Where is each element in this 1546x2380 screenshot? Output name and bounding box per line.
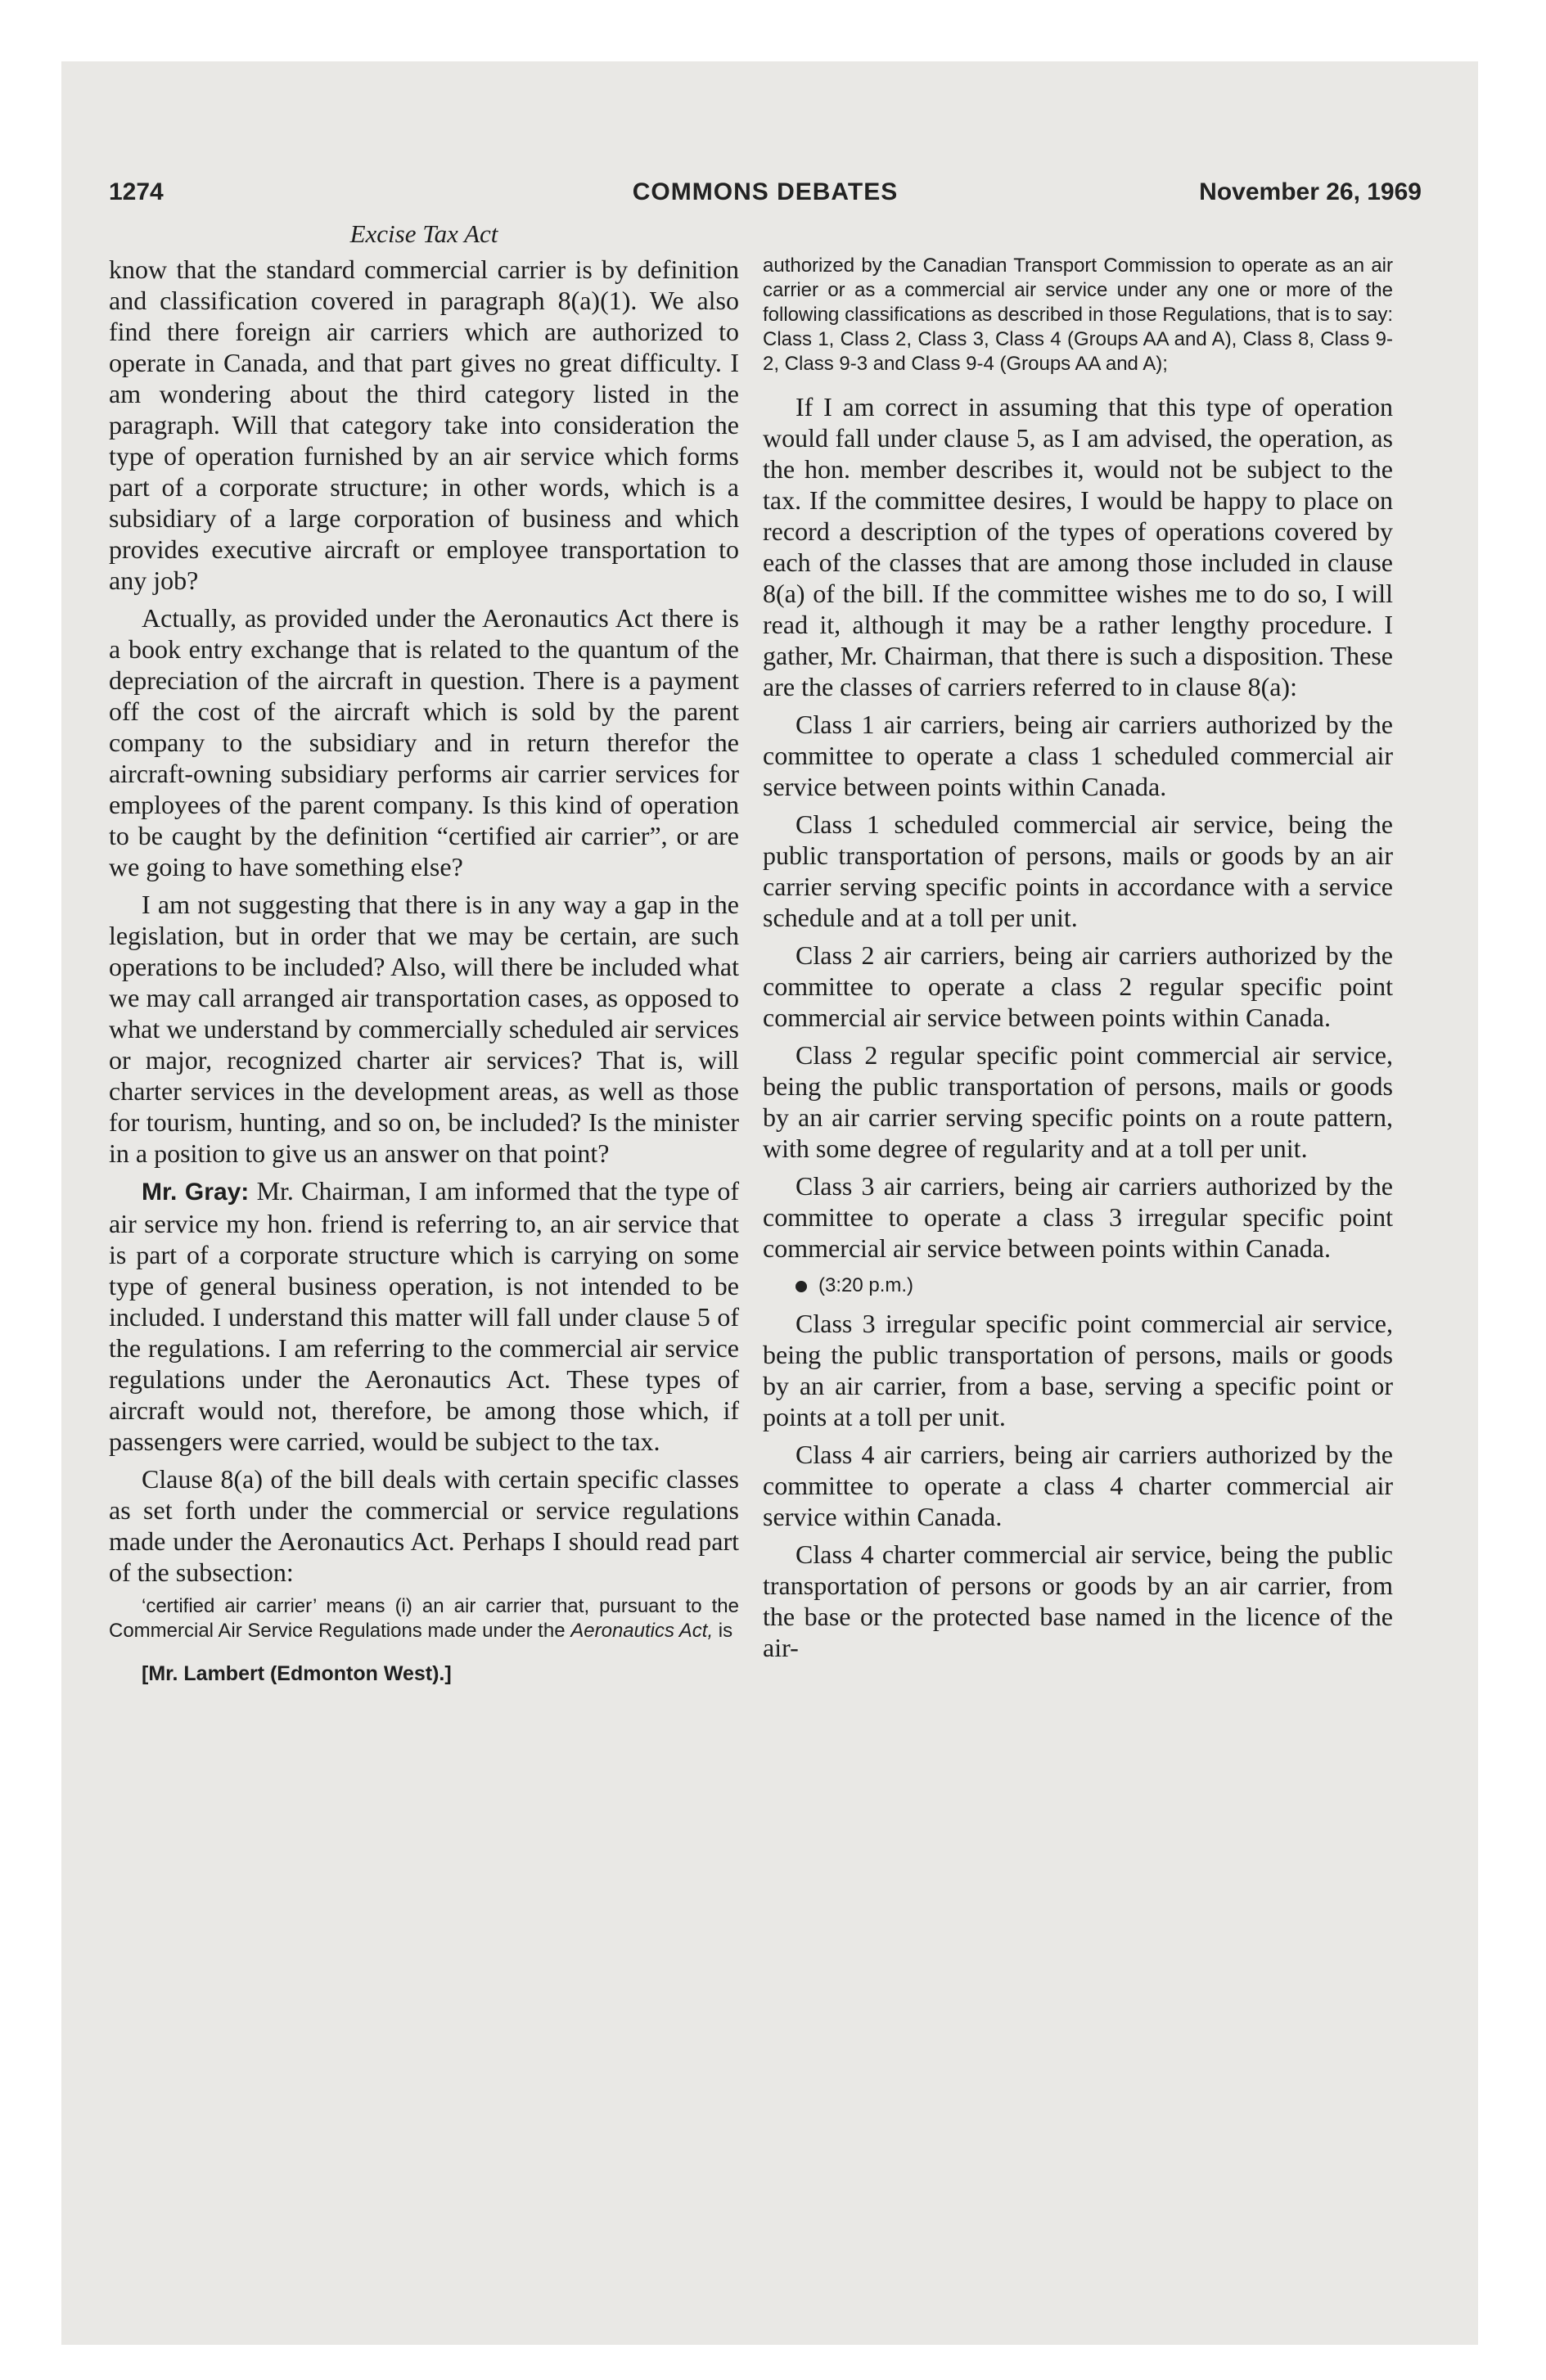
speaker-paragraph: [109, 1175, 739, 1457]
quote-act-title: Aeronautics Act,: [570, 1620, 714, 1642]
paragraph: Class 3 air carriers, being air carriers authorized by the committee to operate a class 3 irregular specific point commercial air service between points within Canada.: [763, 1171, 1393, 1263]
quoted-definition-continued: authorized by the Canadian Transport Commission to operate as an air carrier or as a commercial air service under any one or more of the following classifications as described in those Regulations, that is to say: Class 1, Class 2, Class 3, Class 4 (Groups AA and A), Class 8, Class 9-2, Class 9-3 and Class 9-4 (Groups AA and A);: [763, 255, 1393, 375]
page-header: [109, 178, 1422, 219]
publication-title: COMMONS DEBATES: [632, 178, 899, 205]
paragraph: Clause 8(a) of the bill deals with certain specific classes as set forth under the commercial or service regulations made under the Aeronautics Act. Perhaps I should read part of the subsection:: [109, 1464, 739, 1587]
paragraph: Actually, as provided under the Aeronautics Act there is a book entry exchange that is related to the quantum of the depreciation of the aircraft in question. There is a payment off the cost of the aircraft which is sold by the parent company to the subsidiary and in return therefor the aircraft-owning subsidiary performs air carrier services for employees of the parent company. Is this kind of operation to be caught by the definition “certified air carrier”, or are we going to have something else?: [109, 603, 739, 881]
page-number: 1274: [109, 178, 164, 205]
section-subhead: Excise Tax Act: [349, 219, 498, 248]
paragraph: Class 2 air carriers, being air carriers authorized by the committee to operate a class 2 regular specific point commercial air service between points within Canada.: [763, 940, 1393, 1032]
time-marker: [763, 1270, 1393, 1301]
bullet-icon: [796, 1281, 807, 1292]
paragraph: Class 2 regular specific point commercial air service, being the public transportation of persons, mails or goods by an air carrier serving specific points on a route pattern, with some degree of regularity and at a toll per unit.: [763, 1040, 1393, 1163]
right-column: [763, 254, 1393, 1670]
paragraph: Class 4 air carriers, being air carriers authorized by the committee to operate a class 4 charter commercial air service within Canada.: [763, 1440, 1393, 1531]
speech-text: Mr. Chairman, I am informed that the type of air service my hon. friend is referring to, an air service that is part of a corporate structure which is carrying on some type of general business operation, is not intended to be included. I understand this matter will fall under clause 5 of the regulations. I am referring to the commercial air service regulations under the Aeronautics Act. These types of aircraft would not, therefore, be among those which, if passengers were carried, would be subject to the tax.: [109, 1176, 739, 1456]
speaker-name: Mr. Gray:: [142, 1179, 250, 1206]
paragraph: know that the standard commercial carrier is by definition and classification covered in paragraph 8(a)(1). We also find there foreign air carriers which are authorized to operate in Canada, and that part gives no great difficulty. I am wondering about the third category listed in the paragraph. Will that category take into consideration the type of operation furnished by an air service which forms part of a corporate structure; in other words, which is a subsidiary of a large corporation of business and which provides executive aircraft or employee transportation to any job?: [109, 255, 739, 595]
paragraph: Class 3 irregular specific point commercial air service, being the public transportation of persons, mails or goods by an air carrier, from a base, serving a specific point or points at a toll per unit.: [763, 1309, 1393, 1431]
quote-text-end: is: [713, 1620, 733, 1642]
speaker-reference: [Mr. Lambert (Edmonton West).]: [142, 1662, 452, 1685]
time-stamp: (3:20 p.m.): [818, 1274, 914, 1296]
left-column: [109, 254, 739, 1696]
paragraph: Class 4 charter commercial air service, being the public transportation of persons or goods by an air carrier, from the base or the protected base named in the licence of the air-: [763, 1539, 1393, 1662]
quote-text: ‘certified air carrier’ means (i) an air carrier that, pursuant to the Commercial Air Service Regulations made under the: [109, 1595, 739, 1642]
quoted-definition: [109, 1594, 739, 1643]
paragraph: Class 1 scheduled commercial air service, being the public transportation of persons, mails or goods by an air carrier serving specific points in accordance with a service schedule and at a toll per unit.: [763, 809, 1393, 932]
publication-date: November 26, 1969: [1199, 178, 1422, 205]
paragraph: I am not suggesting that there is in any way a gap in the legislation, but in order that we may be certain, are such operations to be included? Also, will there be included what we may call arranged air transportation cases, as opposed to what we understand by commercially scheduled air services or major, recognized charter air services? That is, will charter services in the development areas, as well as those for tourism, hunting, and so on, be included? Is the minister in a position to give us an answer on that point?: [109, 890, 739, 1168]
paragraph: Class 1 air carriers, being air carriers authorized by the committee to operate a class 1 scheduled commercial air service between points within Canada.: [763, 710, 1393, 801]
paragraph: If I am correct in assuming that this type of operation would fall under clause 5, as I am advised, the operation, as the hon. member describes it, would not be subject to the tax. If the committee desires, I would be happy to place on record a description of the types of operations covered by each of the classes that are among those included in clause 8(a) of the bill. If the committee wishes me to do so, I will read it, although it may be a rather lengthy procedure. I gather, Mr. Chairman, that there is such a disposition. These are the classes of carriers referred to in clause 8(a):: [763, 392, 1393, 701]
